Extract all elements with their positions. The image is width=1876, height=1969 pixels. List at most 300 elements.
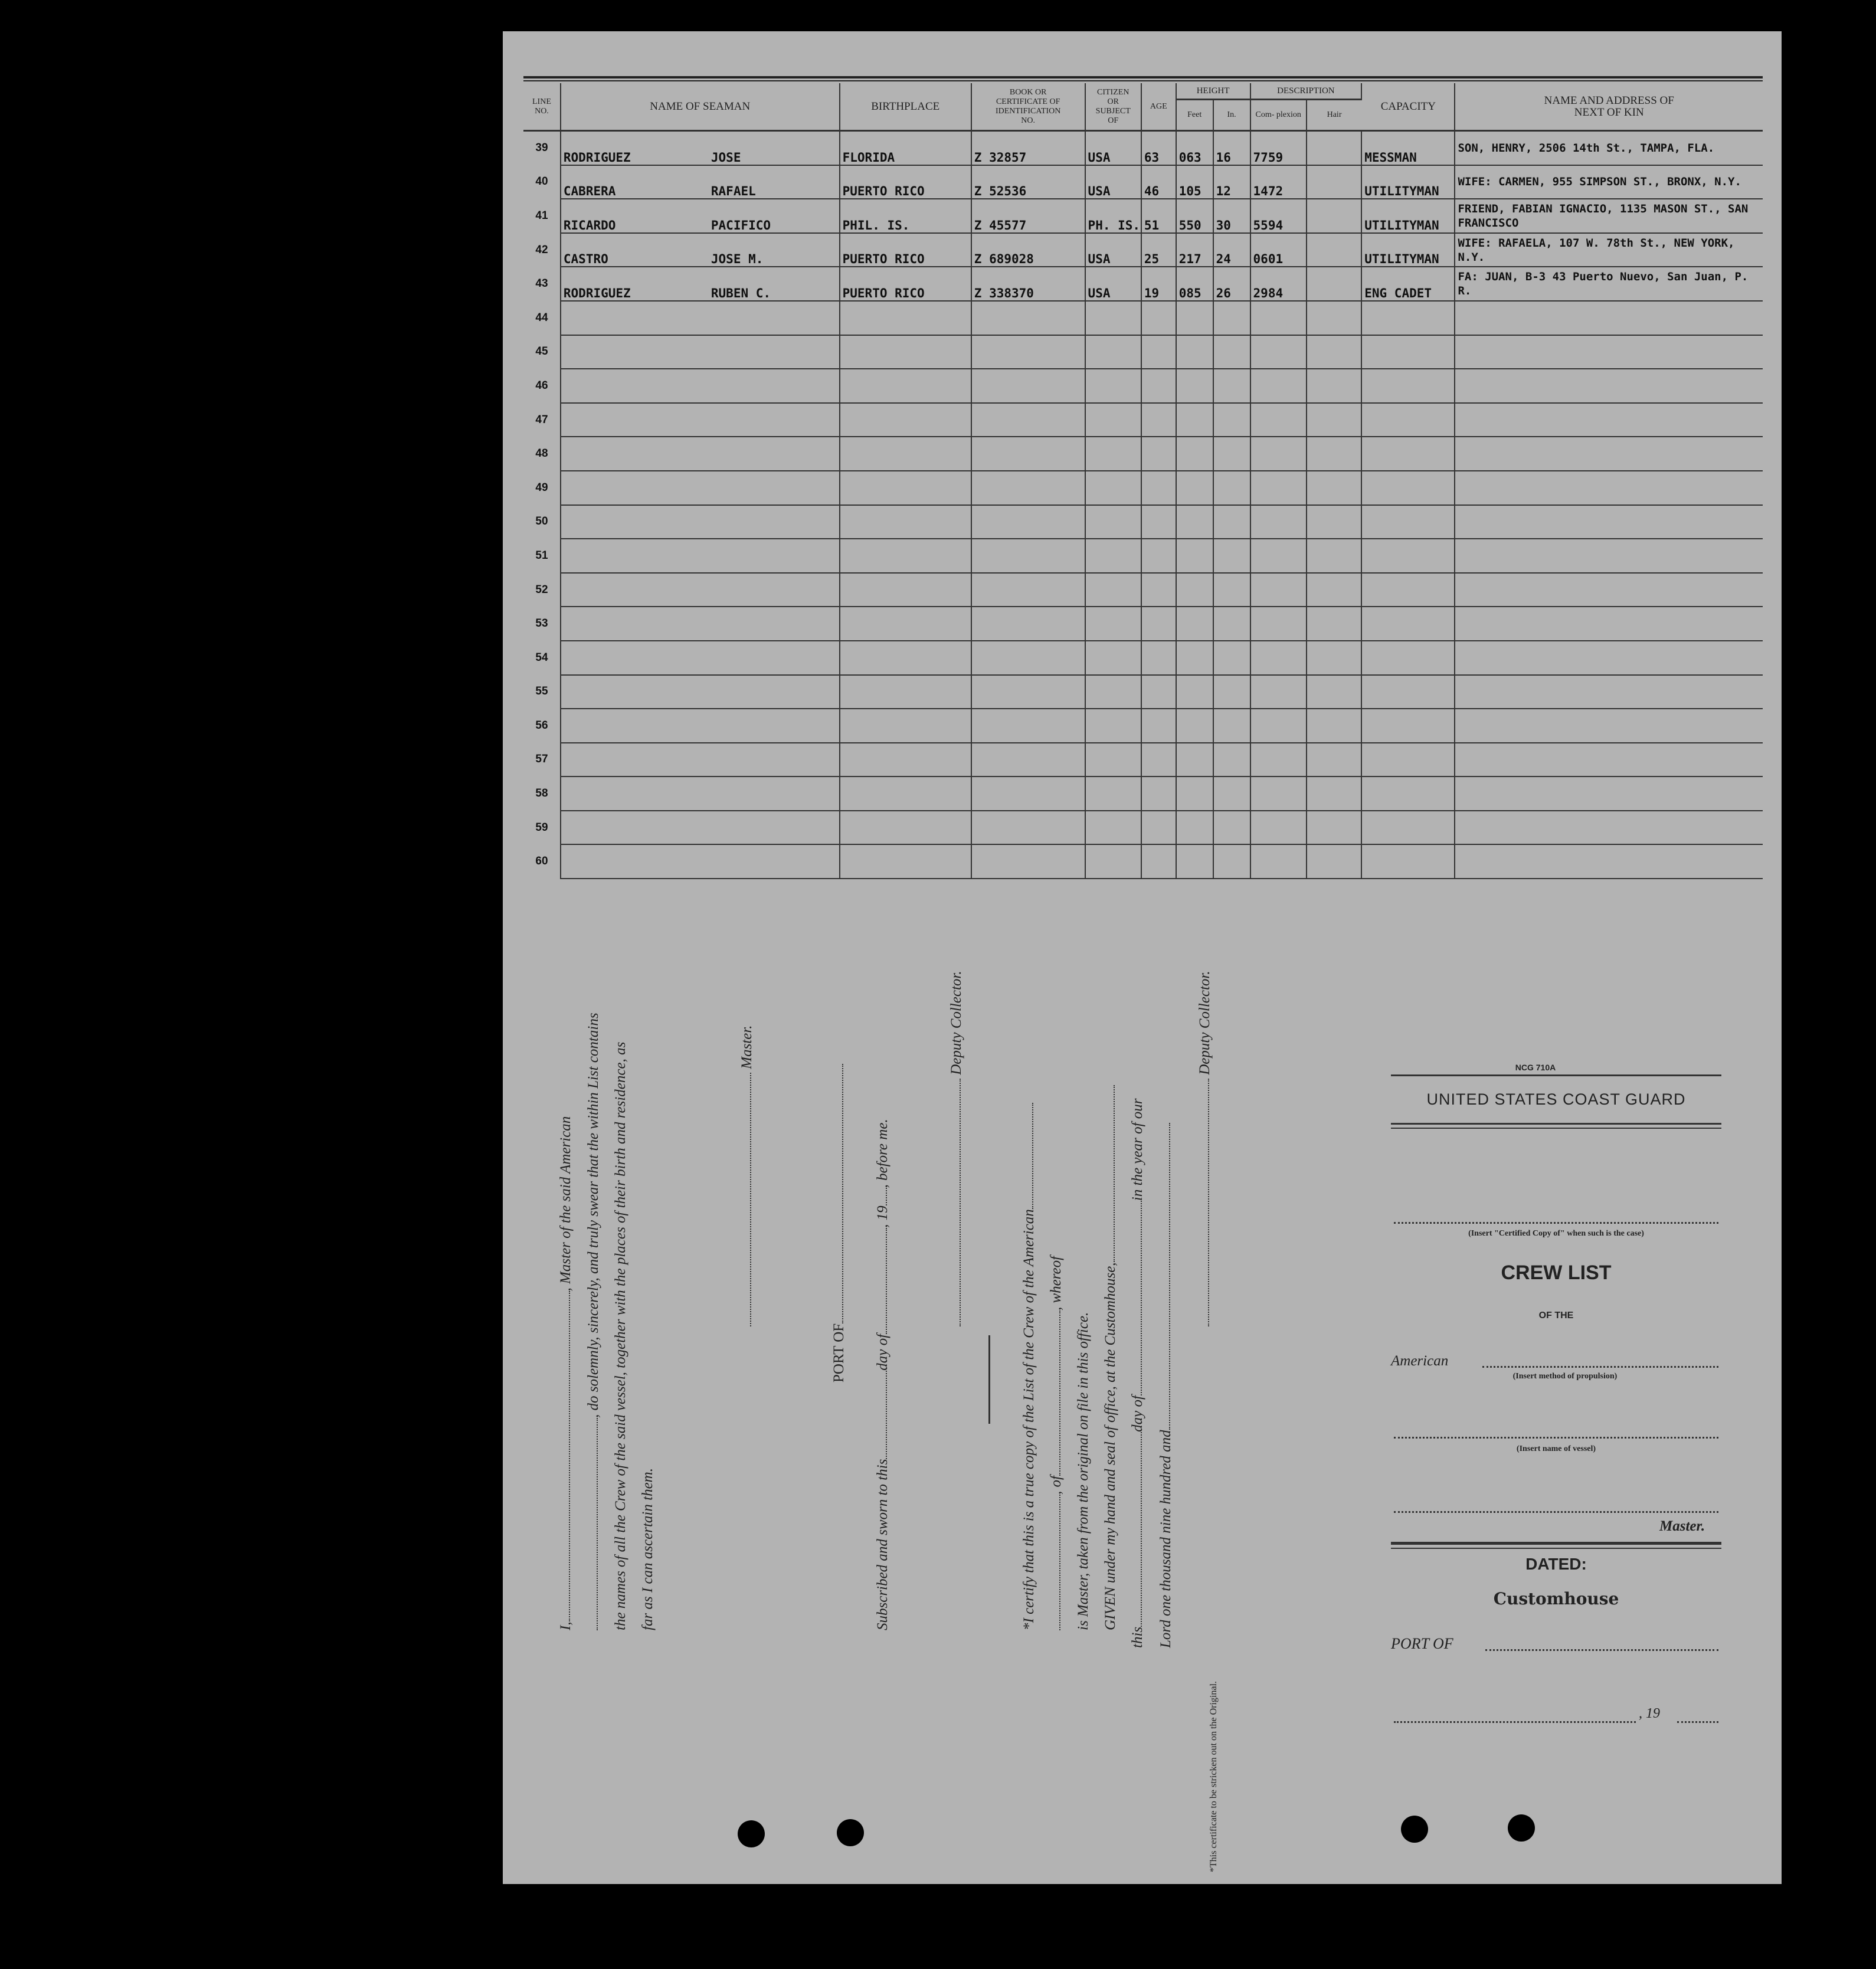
feet-cell (1176, 369, 1213, 403)
name-cell (561, 743, 840, 777)
age-cell (1141, 811, 1176, 845)
line-number: 41 (523, 199, 561, 233)
col-birthplace: BIRTHPLACE (840, 83, 971, 131)
table-row (523, 641, 1763, 675)
punch-hole-4 (1508, 1814, 1535, 1842)
table-row (523, 165, 1763, 199)
complexion-cell (1250, 777, 1307, 811)
book-cell: Z 689028 (971, 233, 1085, 267)
inches-cell (1213, 844, 1250, 879)
next-of-kin-cell (1455, 301, 1763, 335)
cover-date-field (1394, 1721, 1636, 1723)
capacity-cell (1361, 471, 1455, 505)
age-cell (1141, 403, 1176, 437)
name-cell (561, 539, 840, 573)
complexion-cell (1250, 437, 1307, 471)
birthplace-cell (840, 539, 971, 573)
hair-cell (1307, 777, 1361, 811)
age-cell (1141, 607, 1176, 641)
next-of-kin-cell: FA: JUAN, B-3 43 Puerto Nuevo, San Juan, P. R. (1455, 267, 1763, 301)
capacity-cell (1361, 607, 1455, 641)
inches-cell: 12 (1213, 165, 1250, 199)
capacity-cell (1361, 777, 1455, 811)
next-of-kin-cell: FRIEND, FABIAN IGNACIO, 1135 MASON ST., SAN FRANCISCO (1455, 199, 1763, 233)
citizen-cell: USA (1085, 165, 1141, 199)
table-row (523, 709, 1763, 743)
hair-cell (1307, 641, 1361, 675)
age-cell (1141, 437, 1176, 471)
oath-deputy-collector-2: Deputy Collector. (1197, 971, 1213, 1326)
inches-cell (1213, 709, 1250, 743)
feet-cell (1176, 573, 1213, 607)
next-of-kin-cell (1455, 844, 1763, 879)
age-cell (1141, 777, 1176, 811)
feet-cell: 105 (1176, 165, 1213, 199)
age-cell: 63 (1141, 131, 1176, 165)
birthplace-cell (840, 369, 971, 403)
inches-cell (1213, 471, 1250, 505)
feet-cell (1176, 641, 1213, 675)
table-row (523, 844, 1763, 879)
book-cell (971, 743, 1085, 777)
birthplace-cell (840, 573, 971, 607)
line-number: 43 (523, 267, 561, 301)
complexion-cell (1250, 403, 1307, 437)
table-row (523, 777, 1763, 811)
line-number: 47 (523, 403, 561, 437)
line-number: 44 (523, 301, 561, 335)
hair-cell (1307, 267, 1361, 301)
insert-vessel-note: (Insert name of vessel) (1516, 1444, 1596, 1453)
book-cell (971, 811, 1085, 845)
inches-cell (1213, 607, 1250, 641)
next-of-kin-cell (1455, 539, 1763, 573)
capacity-cell (1361, 335, 1455, 369)
inches-cell (1213, 675, 1250, 709)
capacity-cell (1361, 301, 1455, 335)
line-number: 55 (523, 675, 561, 709)
citizen-cell (1085, 573, 1141, 607)
age-cell (1141, 709, 1176, 743)
birthplace-cell: PUERTO RICO (840, 165, 971, 199)
next-of-kin-cell: SON, HENRY, 2506 14th St., TAMPA, FLA. (1455, 131, 1763, 165)
line-number: 49 (523, 471, 561, 505)
name-cell (561, 675, 840, 709)
next-of-kin-cell (1455, 777, 1763, 811)
master-name-field (1394, 1511, 1718, 1513)
age-cell (1141, 301, 1176, 335)
complexion-cell (1250, 743, 1307, 777)
book-cell (971, 539, 1085, 573)
book-cell (971, 437, 1085, 471)
inches-cell (1213, 641, 1250, 675)
next-of-kin-cell (1455, 675, 1763, 709)
inches-cell (1213, 369, 1250, 403)
hair-cell (1307, 199, 1361, 233)
punch-hole-3 (1401, 1816, 1428, 1843)
cover-rule-1 (1391, 1074, 1721, 1076)
inches-cell (1213, 403, 1250, 437)
capacity-cell: ENG CADET (1361, 267, 1455, 301)
citizen-cell (1085, 505, 1141, 539)
age-cell: 25 (1141, 233, 1176, 267)
book-cell (971, 607, 1085, 641)
complexion-cell (1250, 539, 1307, 573)
surname: RODRIGUEZ (563, 286, 631, 300)
citizen-cell (1085, 743, 1141, 777)
age-cell: 19 (1141, 267, 1176, 301)
complexion-cell (1250, 844, 1307, 879)
citizen-cell (1085, 437, 1141, 471)
hair-cell (1307, 607, 1361, 641)
complexion-cell (1250, 811, 1307, 845)
citizen-cell (1085, 675, 1141, 709)
insert-propulsion-note: (Insert method of propulsion) (1512, 1372, 1618, 1381)
cover-port-of-label: PORT OF (1391, 1635, 1453, 1652)
complexion-cell (1250, 471, 1307, 505)
complexion-cell (1250, 573, 1307, 607)
table-row (523, 675, 1763, 709)
name-cell (561, 233, 840, 267)
birthplace-cell (840, 301, 971, 335)
birthplace-cell (840, 335, 971, 369)
name-cell (561, 607, 840, 641)
name-cell (561, 131, 840, 165)
hair-cell (1307, 573, 1361, 607)
book-cell (971, 369, 1085, 403)
complexion-cell (1250, 505, 1307, 539)
feet-cell (1176, 709, 1213, 743)
crew-list-title: CREW LIST (1501, 1262, 1612, 1284)
next-of-kin-cell: WIFE: RAFAELA, 107 W. 78th St., NEW YORK, N.Y. (1455, 233, 1763, 267)
citizen-cell (1085, 335, 1141, 369)
inches-cell: 26 (1213, 267, 1250, 301)
hair-cell (1307, 165, 1361, 199)
age-cell (1141, 335, 1176, 369)
insert-certified-note: (Insert "Certified Copy of" when such is the case) (1468, 1229, 1644, 1238)
table-row (523, 607, 1763, 641)
name-cell (561, 403, 840, 437)
name-cell (561, 165, 840, 199)
age-cell (1141, 675, 1176, 709)
capacity-cell (1361, 505, 1455, 539)
birthplace-cell (840, 641, 971, 675)
birthplace-cell (840, 709, 971, 743)
capacity-cell (1361, 369, 1455, 403)
next-of-kin-cell (1455, 505, 1763, 539)
next-of-kin-cell (1455, 335, 1763, 369)
birthplace-cell (840, 437, 971, 471)
inches-cell (1213, 777, 1250, 811)
line-number: 56 (523, 709, 561, 743)
complexion-cell (1250, 641, 1307, 675)
name-cell (561, 505, 840, 539)
birthplace-cell (840, 777, 971, 811)
next-of-kin-cell (1455, 573, 1763, 607)
name-cell (561, 199, 840, 233)
col-inches: In. (1213, 100, 1250, 131)
line-number: 40 (523, 165, 561, 199)
table-row (523, 369, 1763, 403)
table-row (523, 573, 1763, 607)
feet-cell (1176, 505, 1213, 539)
line-number: 48 (523, 437, 561, 471)
hair-cell (1307, 675, 1361, 709)
complexion-cell (1250, 335, 1307, 369)
inches-cell (1213, 743, 1250, 777)
birthplace-cell: PUERTO RICO (840, 267, 971, 301)
line-number: 51 (523, 539, 561, 573)
capacity-cell: MESSMAN (1361, 131, 1455, 165)
hair-cell (1307, 131, 1361, 165)
book-cell: Z 52536 (971, 165, 1085, 199)
complexion-cell: 0601 (1250, 233, 1307, 267)
certify-line-2: , of, whereof (1048, 1256, 1065, 1630)
hair-cell (1307, 539, 1361, 573)
line-number: 39 (523, 131, 561, 165)
birthplace-cell (840, 811, 971, 845)
citizen-cell: USA (1085, 267, 1141, 301)
age-cell (1141, 573, 1176, 607)
feet-cell (1176, 777, 1213, 811)
customhouse-label: Customhouse (1493, 1589, 1619, 1608)
col-age: AGE (1141, 83, 1176, 131)
book-cell (971, 403, 1085, 437)
oath-line-1: I,, Master of the said American (558, 1116, 574, 1630)
line-number: 58 (523, 777, 561, 811)
punch-hole-2 (837, 1819, 864, 1846)
inches-cell (1213, 811, 1250, 845)
name-cell (561, 369, 840, 403)
certify-line-1: *I certify that this is a true copy of the List of the Crew of the American (1021, 1103, 1037, 1630)
birthplace-cell: FLORIDA (840, 131, 971, 165)
book-cell (971, 844, 1085, 879)
feet-cell (1176, 743, 1213, 777)
next-of-kin-cell (1455, 641, 1763, 675)
col-description: DESCRIPTION (1250, 83, 1362, 100)
cover-rule-2 (1391, 1123, 1721, 1125)
table-row (523, 539, 1763, 573)
name-cell (561, 267, 840, 301)
col-book: BOOK OR CERTIFICATE OF IDENTIFICATION NO. (971, 83, 1085, 131)
top-rule-thin (523, 80, 1763, 81)
next-of-kin-cell: WIFE: CARMEN, 955 SIMPSON ST., BRONX, N.Y. (1455, 165, 1763, 199)
complexion-cell (1250, 369, 1307, 403)
age-cell (1141, 641, 1176, 675)
hair-cell (1307, 505, 1361, 539)
citizen-cell (1085, 369, 1141, 403)
feet-cell (1176, 471, 1213, 505)
inches-cell: 24 (1213, 233, 1250, 267)
name-cell (561, 437, 840, 471)
complexion-cell: 5594 (1250, 199, 1307, 233)
hair-cell (1307, 743, 1361, 777)
book-cell: Z 32857 (971, 131, 1085, 165)
age-cell (1141, 539, 1176, 573)
feet-cell (1176, 675, 1213, 709)
age-cell (1141, 471, 1176, 505)
hair-cell (1307, 233, 1361, 267)
book-cell: Z 338370 (971, 267, 1085, 301)
table-row (523, 199, 1763, 233)
next-of-kin-cell (1455, 471, 1763, 505)
inches-cell (1213, 505, 1250, 539)
name-cell (561, 811, 840, 845)
capacity-cell (1361, 437, 1455, 471)
citizen-cell (1085, 403, 1141, 437)
certify-line-3: is Master, taken from the original on file in this office. (1075, 1312, 1091, 1630)
table-row (523, 471, 1763, 505)
citizen-cell (1085, 811, 1141, 845)
line-number: 60 (523, 844, 561, 879)
table-row (523, 403, 1763, 437)
book-cell (971, 335, 1085, 369)
certify-line-5: thisday ofin the year of our (1129, 1098, 1145, 1648)
surname: RICARDO (563, 218, 616, 232)
surname: CASTRO (563, 252, 608, 267)
given-name: JOSE (711, 150, 741, 165)
feet-cell (1176, 811, 1213, 845)
feet-cell (1176, 335, 1213, 369)
citizen-cell (1085, 709, 1141, 743)
col-hair: Hair (1327, 110, 1342, 119)
inches-cell (1213, 437, 1250, 471)
punch-hole-1 (738, 1820, 765, 1847)
hair-cell (1307, 403, 1361, 437)
cover-port-field (1485, 1649, 1718, 1651)
feet-cell (1176, 844, 1213, 879)
oath-line-4: far as I can ascertain them. (640, 1468, 656, 1630)
name-cell (561, 709, 840, 743)
capacity-cell (1361, 539, 1455, 573)
table-row (523, 301, 1763, 335)
inches-cell (1213, 539, 1250, 573)
hair-cell (1307, 811, 1361, 845)
oath-line-3: the names of all the Crew of the said vessel, together with the places of their birth and residence, as (613, 1041, 628, 1630)
line-number: 52 (523, 573, 561, 607)
line-number: 53 (523, 607, 561, 641)
table-row (523, 335, 1763, 369)
next-of-kin-cell (1455, 607, 1763, 641)
book-cell (971, 471, 1085, 505)
citizen-cell (1085, 301, 1141, 335)
col-height: HEIGHT (1176, 83, 1250, 100)
line-number: 45 (523, 335, 561, 369)
table-row (523, 437, 1763, 471)
cover-rule-4 (1391, 1542, 1721, 1545)
capacity-cell (1361, 844, 1455, 879)
master-label: Master. (1659, 1518, 1705, 1534)
name-cell (561, 335, 840, 369)
birthplace-cell (840, 607, 971, 641)
name-cell (561, 777, 840, 811)
table-row (523, 233, 1763, 267)
given-name: RUBEN C. (711, 286, 771, 300)
capacity-cell (1361, 675, 1455, 709)
complexion-cell (1250, 301, 1307, 335)
cover-rule-3 (1391, 1128, 1721, 1129)
book-cell (971, 641, 1085, 675)
oath-line-2: , do solemnly, sincerely, and truly swear that the within List contains (585, 1013, 602, 1630)
name-cell (561, 844, 840, 879)
age-cell (1141, 505, 1176, 539)
complexion-cell: 1472 (1250, 165, 1307, 199)
complexion-cell: 2984 (1250, 267, 1307, 301)
book-cell (971, 675, 1085, 709)
birthplace-cell: PUERTO RICO (840, 233, 971, 267)
citizen-cell (1085, 641, 1141, 675)
given-name: PACIFICO (711, 218, 771, 232)
inches-cell (1213, 301, 1250, 335)
propulsion-field (1482, 1366, 1718, 1368)
complexion-cell (1250, 675, 1307, 709)
name-cell (561, 471, 840, 505)
certify-line-6: Lord one thousand nine hundred and (1158, 1123, 1174, 1648)
divider-vertical (988, 1335, 990, 1424)
capacity-cell (1361, 403, 1455, 437)
cover-year-field (1677, 1721, 1718, 1723)
complexion-cell (1250, 607, 1307, 641)
certified-copy-field (1394, 1222, 1718, 1224)
birthplace-cell: PHIL. IS. (840, 199, 971, 233)
birthplace-cell (840, 675, 971, 709)
top-rule (523, 76, 1763, 78)
next-of-kin-cell (1455, 811, 1763, 845)
given-name: JOSE M. (711, 252, 764, 267)
oath-subscribed: Subscribed and sworn to thisday of, 19, before me. (875, 1119, 890, 1630)
hair-cell (1307, 709, 1361, 743)
feet-cell: 085 (1176, 267, 1213, 301)
feet-cell: 063 (1176, 131, 1213, 165)
oath-master-line: Master. (739, 1025, 755, 1326)
capacity-cell (1361, 709, 1455, 743)
line-number: 50 (523, 505, 561, 539)
capacity-cell: UTILITYMAN (1361, 199, 1455, 233)
book-cell (971, 301, 1085, 335)
agency-title: UNITED STATES COAST GUARD (1426, 1090, 1686, 1108)
cover-rule-5 (1391, 1548, 1721, 1549)
given-name: RAFAEL (711, 184, 756, 199)
of-the-label: OF THE (1538, 1311, 1574, 1321)
citizen-cell (1085, 844, 1141, 879)
american-label: American (1391, 1353, 1449, 1369)
name-cell (561, 641, 840, 675)
line-number: 57 (523, 743, 561, 777)
citizen-cell: PH. IS. (1085, 199, 1141, 233)
crew-table (523, 83, 1763, 879)
capacity-cell (1361, 573, 1455, 607)
next-of-kin-cell (1455, 369, 1763, 403)
col-complexion: Com- plexion (1250, 100, 1307, 131)
next-of-kin-cell (1455, 437, 1763, 471)
citizen-cell: USA (1085, 233, 1141, 267)
col-name: NAME OF SEAMAN (561, 83, 840, 131)
hair-cell (1307, 437, 1361, 471)
age-cell: 51 (1141, 199, 1176, 233)
next-of-kin-cell (1455, 743, 1763, 777)
certificate-footnote: *This certificate to be stricken out on the Original. (1209, 1681, 1219, 1872)
capacity-cell (1361, 743, 1455, 777)
capacity-cell (1361, 811, 1455, 845)
citizen-cell (1085, 777, 1141, 811)
oath-port-of: PORT OF (831, 1064, 847, 1624)
citizen-cell (1085, 607, 1141, 641)
next-of-kin-cell (1455, 403, 1763, 437)
line-number: 54 (523, 641, 561, 675)
age-cell (1141, 844, 1176, 879)
col-citizen: CITIZEN OR SUBJECT OF (1085, 83, 1141, 131)
citizen-cell (1085, 471, 1141, 505)
